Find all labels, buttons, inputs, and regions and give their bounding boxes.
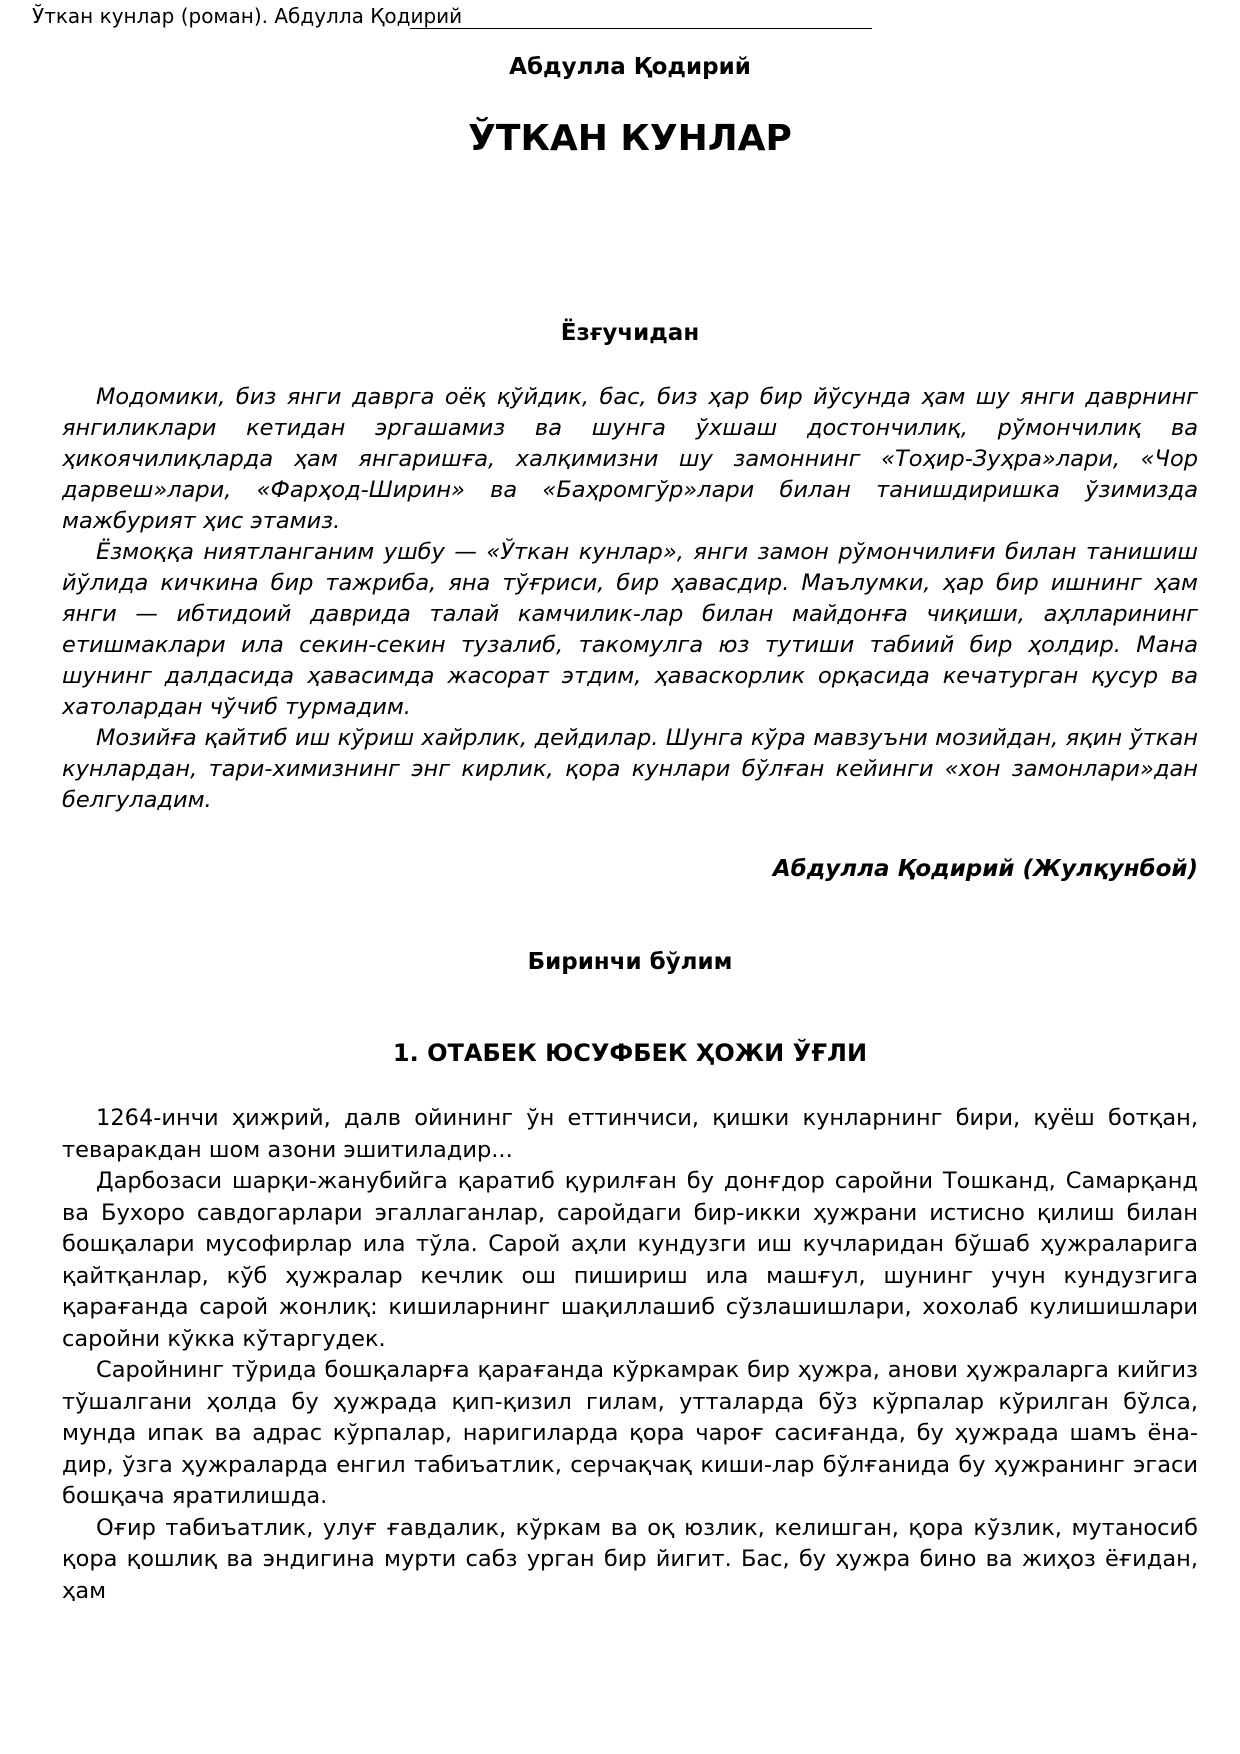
chapter-paragraph: 1264-инчи ҳижрий, далв ойининг ўн еттинчиси, қишки кунларнинг бири, қуёш ботқан, теваракдан шом азони эшитиладир... bbox=[62, 1105, 1198, 1163]
chapter-heading: 1. ОТАБЕК ЮСУФБЕК ҲОЖИ ЎҒЛИ bbox=[392, 1039, 868, 1067]
preface-body bbox=[62, 382, 1198, 816]
preface-heading: Ёзғучидан bbox=[560, 320, 700, 346]
running-header: Ўткан кунлар (роман). Абдулла Қодирий bbox=[32, 4, 463, 28]
chapter-body bbox=[62, 1103, 1198, 1607]
part-heading: Биринчи бўлим bbox=[527, 949, 733, 975]
book-title: ЎТКАН КУНЛАР bbox=[468, 118, 792, 159]
chapter-paragraph: Саройнинг тўрида бошқаларға қарағанда кўркамрак бир ҳужра, анови ҳужраларга кийгиз тўшалгани ҳолда бу ҳужрада қип-қизил гилам, утталарда бўз кўрпалар кўрилган бўлса, мунда ипак ва адрас кўрпалар, наригиларда қора чароғ сасиғанда, бу ҳужрада шамъ ёна-дир, ўзга ҳужраларда енгил табиъатлик, серчақчақ киши-лар бўлғанида бу ҳужранинг эгаси бошқача яратилишда. bbox=[62, 1357, 1198, 1509]
chapter-paragraph: Дарбозаси шарқи-жанубийга қаратиб қурилған бу донғдор саройни Тошканд, Самарқанд ва Бухоро савдогарлари эгаллаганлар, саройдаги бир-икки ҳужрани истисно қилиш билан бошқалари мусофирлар ила тўла. Сарой аҳли кундузги иш кучларидан бўшаб ҳужраларига қайтқанлар, кўб ҳужралар кечлик ош пишириш ила машғул, шунинг учун кундузгига қарағанда сарой жонлиқ: кишиларнинг шақиллашиб сўзлашишлари, хохолаб кулишишлари саройни кўкка кўтаргудек. bbox=[62, 1168, 1198, 1352]
author-name: Абдулла Қодирий bbox=[509, 54, 751, 80]
header-rule bbox=[410, 28, 872, 29]
chapter-paragraph: Оғир табиъатлик, улуғ ғавдалик, кўркам ва оқ юзлик, келишган, қора кўзлик, мутаносиб қора қошлиқ ва эндигина мурти сабз урган бир йигит. Бас, бу ҳужра бино ва жиҳоз ёғидан, ҳам bbox=[62, 1514, 1198, 1604]
author-signature: Абдулла Қодирий (Жулқунбой) bbox=[772, 856, 1198, 882]
preface-paragraph: Ёзмоққа ниятланганим ушбу — «Ўткан кунлар», янги замон рўмончилиғи билан танишиш йўлида кичкина бир тажриба, яна тўғриси, бир ҳавасдир. Маълумки, ҳар бир ишнинг ҳам янги — ибтидоий даврида талай камчилик-лар билан майдонға чиқиши, аҳлларининг етишмаклари ила секин-секин тузалиб, такомулга юз тутиши табиий бир ҳолдир. Мана шунинг далдасида ҳавасимда жасорат этдим, ҳаваскорлик орқасида кечатурган қусур ва хатолардан чўчиб турмадим. bbox=[62, 539, 1198, 720]
preface-paragraph: Модомики, биз янги даврга оёқ қўйдик, бас, биз ҳар бир йўсунда ҳам шу янги даврнинг янгиликлари кетидан эргашамиз ва шунга ўхшаш достончилиқ, рўмончилиқ ва ҳикоячилиқларда ҳам янгаришға, халқимизни шу замоннинг «Тоҳир-Зуҳра»лари, «Чор дарвеш»лари, «Фарҳод-Ширин» ва «Баҳромгўр»лари билан танишдиришка ўзимизда мажбурият ҳис этамиз. bbox=[62, 384, 1198, 534]
preface-paragraph: Мозийға қайтиб иш кўриш хайрлик, дейдилар. Шунга кўра мавзуъни мозийдан, яқин ўткан кунлардан, тари-химизнинг энг кирлик, қора кунлари бўлған кейинги «хон замонлари»дан белгуладим. bbox=[62, 725, 1198, 813]
